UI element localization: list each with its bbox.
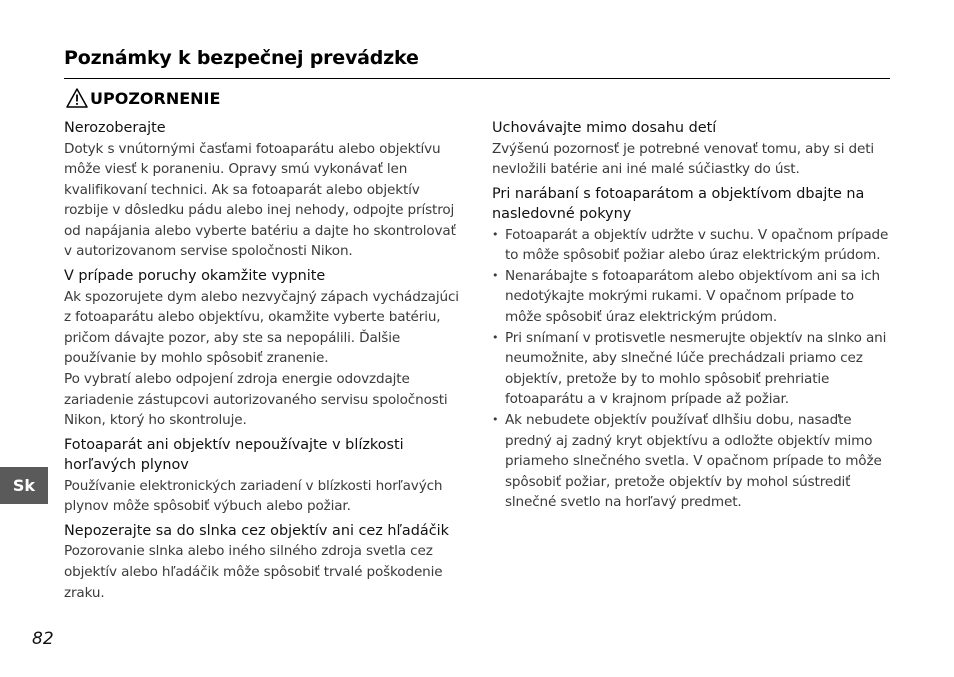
- section-heading: Pri narábaní s fotoaparátom a objektívom dbajte na nasledovné pokyny: [492, 185, 865, 223]
- section-heading: Fotoaparát ani objektív nepoužívajte v blízkosti horľavých plynov: [64, 436, 404, 474]
- bullet-list: [492, 225, 892, 513]
- warning-label: UPOZORNENIE: [90, 88, 221, 108]
- list-item: • Ak nebudete objektív používať dlhšiu dobu, nasaďte predný aj zadný kryt objektívu a odložte objektív mimo priameho slnečného svetla. V opačnom prípade to môže spôsobiť požiar, pretože objektív by mohol sústrediť slnečné svetlo na horľavý predmet.: [492, 410, 892, 513]
- section-body: Pozorovanie slnka alebo iného silného zdroja svetla cez objektív alebo hľadáčik môže spôsobiť trvalé poškodenie zraku.: [64, 543, 443, 601]
- left-column: [64, 118, 464, 603]
- page-number: 82: [32, 629, 54, 649]
- section-heading: Nepozerajte sa do slnka cez objektív ani cez hľadáčik: [64, 522, 449, 539]
- section-body: Dotyk s vnútornými časťami fotoaparátu alebo objektívu môže viesť k poraneniu. Opravy smú vykonávať len kvalifikovaní technici. Ak sa fotoaparát alebo objektív rozbije v dôsledku pádu alebo inej nehody, odpojte prístroj od napájania alebo vyberte batériu a dajte ho skontrolovať v autorizovanom servise spoločnosti Nikon.: [64, 140, 456, 260]
- section-heading: Uchovávajte mimo dosahu detí: [492, 120, 717, 136]
- language-tab: Sk: [0, 467, 48, 504]
- section-body: Ak spozorujete dym alebo nezvyčajný zápach vychádzajúci z fotoaparátu alebo objektívu, okamžite vyberte batériu, pričom dávajte pozor, aby ste sa nepopálili. Ďalšie používanie by mohlo spôsobiť zranenie.: [64, 288, 459, 367]
- section-heading: V prípade poruchy okamžite vypnite: [64, 268, 326, 285]
- list-item: • Pri snímaní v protisvetle nesmerujte objektív na slnko ani neumožnite, aby slnečné lúče prechádzali priamo cez objektív, pretože by to mohlo spôsobiť prehriatie fotoaparátu a v krajnom prípade až požiar.: [492, 328, 892, 410]
- warning-triangle-icon: [66, 88, 88, 108]
- list-item: • Fotoaparát a objektív udržte v suchu. V opačnom prípade to môže spôsobiť požiar alebo úraz elektrickým prúdom.: [492, 225, 892, 266]
- section-body: Zvýšenú pozornosť je potrebné venovať tomu, aby si deti nevložili batérie ani iné malé súčiastky do úst.: [492, 140, 874, 178]
- page-title: Poznámky k bezpečnej prevádzke: [64, 47, 419, 69]
- title-divider: [64, 78, 890, 79]
- warning-header: [66, 88, 220, 108]
- right-column: [492, 118, 892, 513]
- section-heading: Nerozoberajte: [64, 120, 166, 136]
- list-item: • Nenarábajte s fotoaparátom alebo objektívom ani sa ich nedotýkajte mokrými rukami. V opačnom prípade to môže spôsobiť úraz elektrickým prúdom.: [492, 266, 892, 328]
- section-body: Používanie elektronických zariadení v blízkosti horľavých plynov môže spôsobiť výbuch alebo požiar.: [64, 477, 443, 515]
- section-body: Po vybratí alebo odpojení zdroja energie odovzdajte zariadenie zástupcovi autorizovaného servisu spoločnosti Nikon, ktorý ho skontroluje.: [64, 370, 448, 429]
